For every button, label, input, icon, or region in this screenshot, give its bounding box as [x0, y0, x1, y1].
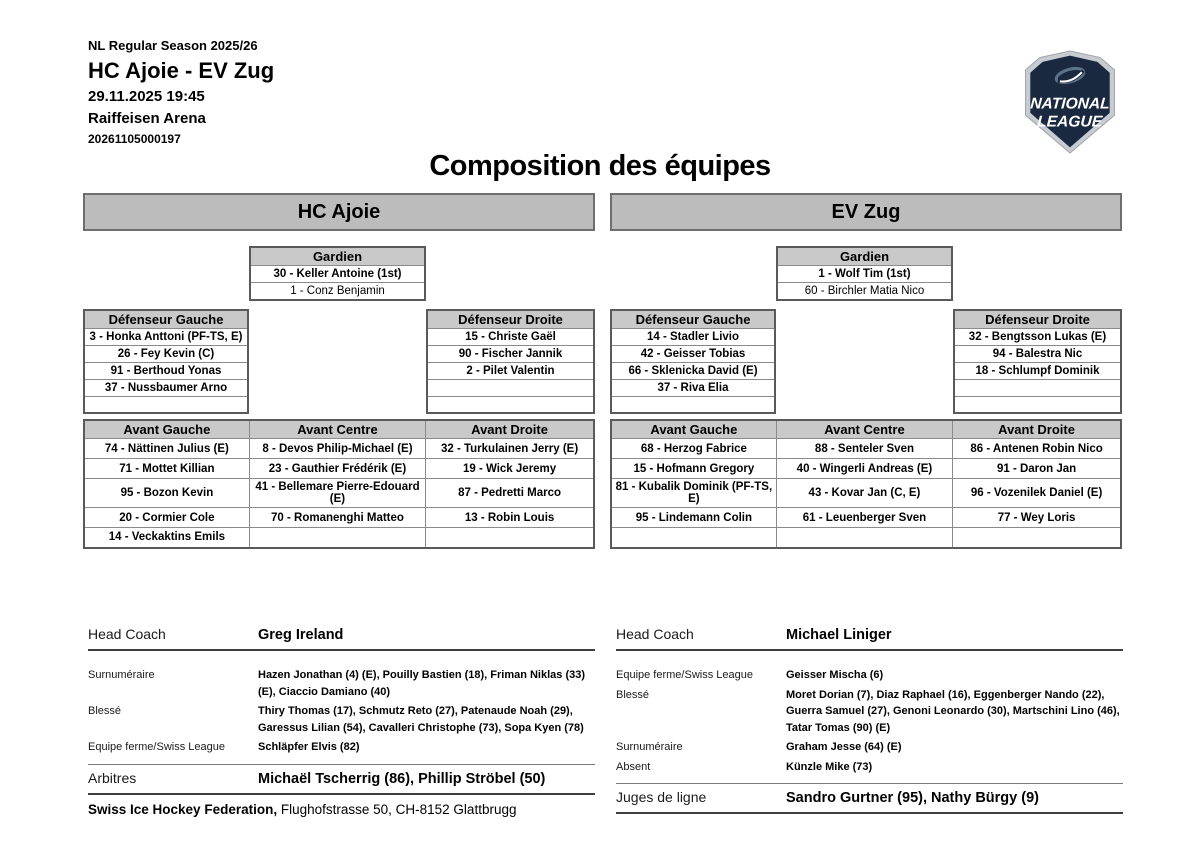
status-label: Blessé — [616, 688, 650, 701]
player-row — [611, 396, 775, 413]
column-header: Défenseur Droite — [954, 310, 1121, 329]
goalie-row — [610, 246, 1122, 301]
goalie-table — [249, 246, 426, 301]
status-players: Graham Jesse (64) (E) — [786, 741, 902, 753]
player-row — [427, 379, 594, 396]
player-row — [84, 345, 248, 362]
player-cell: 68 - Herzog Fabrice — [611, 439, 776, 459]
player-cell: 8 - Devos Philip-Michael (E) — [249, 439, 425, 459]
national-league-logo — [1022, 50, 1118, 154]
roster-status-block — [616, 667, 1123, 775]
roster-status-row — [88, 667, 595, 700]
officials-label: Juges de ligne — [616, 789, 707, 805]
officials-row — [88, 764, 595, 795]
player-cell: 41 - Bellemare Pierre-Edouard (E) — [249, 479, 425, 508]
officials-row — [616, 783, 1123, 814]
player-row — [611, 345, 775, 362]
teams-container — [83, 193, 1122, 549]
player-cell: 61 - Leuenberger Sven — [776, 508, 952, 528]
player-row — [84, 328, 248, 345]
column-header: Gardien — [777, 247, 952, 266]
status-label: Equipe ferme/Swiss League — [88, 741, 225, 753]
player-cell: 81 - Kubalik Dominik (PF-TS, E) — [611, 479, 776, 508]
column-header: Avant Droite — [426, 420, 594, 439]
column-header: Avant Gauche — [84, 420, 249, 439]
player-cell: 74 - Nättinen Julius (E) — [84, 439, 249, 459]
roster-status-row — [616, 759, 1123, 776]
roster-status-row — [88, 739, 595, 756]
forwards-table-header-row — [611, 420, 1121, 439]
spacer — [776, 309, 953, 415]
column-header: Gardien — [250, 247, 425, 266]
player-cell: 15 - Christe Gaël — [427, 328, 594, 345]
player-row — [611, 459, 1121, 479]
status-label: Surnuméraire — [88, 669, 155, 681]
game-id: 20261105000197 — [88, 132, 181, 146]
defense-left-table — [83, 309, 249, 415]
status-players: Thiry Thomas (17), Schmutz Reto (27), Patenaude Noah (29), Garessus Lilian (54), Cavalleri Christophe (73), Sopa Kyen (78) — [258, 705, 584, 734]
defense-right-table-header-row — [427, 310, 594, 329]
status-players: Hazen Jonathan (4) (E), Pouilly Bastien (18), Friman Niklas (33) (E), Ciaccio Damiano (40) — [258, 669, 586, 698]
team-info-col-0 — [88, 626, 595, 814]
spacer — [426, 246, 595, 301]
status-label: Absent — [616, 760, 651, 773]
defense-right-col — [426, 309, 595, 415]
player-cell: 15 - Hofmann Gregory — [611, 459, 776, 479]
player-row — [84, 396, 248, 413]
player-cell: 94 - Balestra Nic — [954, 345, 1121, 362]
player-row — [427, 396, 594, 413]
match-header — [88, 38, 274, 146]
goalie-row — [83, 246, 595, 301]
player-row — [777, 283, 952, 300]
player-cell: 32 - Bengtsson Lukas (E) — [954, 328, 1121, 345]
player-cell: 91 - Berthoud Yonas — [84, 362, 248, 379]
player-cell: 19 - Wick Jeremy — [426, 459, 594, 479]
head-coach-label: Head Coach — [88, 626, 166, 642]
player-cell: 30 - Keller Antoine (1st) — [250, 266, 425, 283]
status-players: Künzle Mike (73) — [786, 760, 873, 773]
player-cell — [954, 396, 1121, 413]
player-cell: 66 - Sklenicka David (E) — [611, 362, 775, 379]
player-cell: 1 - Wolf Tim (1st) — [777, 266, 952, 283]
player-row — [954, 396, 1121, 413]
federation-name: Swiss Ice Hockey Federation, — [88, 802, 278, 817]
status-label: Surnuméraire — [616, 741, 683, 753]
player-cell: 43 - Kovar Jan (C, E) — [776, 479, 952, 508]
player-cell: 88 - Senteler Sven — [776, 439, 952, 459]
player-cell — [249, 528, 425, 548]
column-header: Avant Centre — [249, 420, 425, 439]
status-players: Geisser Mischa (6) — [786, 669, 884, 681]
player-cell: 60 - Birchler Matia Nico — [777, 283, 952, 300]
player-cell — [611, 396, 775, 413]
page-title: Composition des équipes — [429, 150, 771, 182]
player-cell: 18 - Schlumpf Dominik — [954, 362, 1121, 379]
player-cell: 95 - Lindemann Colin — [611, 508, 776, 528]
column-header: Défenseur Gauche — [84, 310, 248, 329]
player-cell: 20 - Cormier Cole — [84, 508, 249, 528]
defense-right-table — [426, 309, 595, 415]
player-cell: 3 - Honka Anttoni (PF-TS, E) — [84, 328, 248, 345]
logo-text-national: NATIONAL — [1029, 95, 1111, 113]
team-name-bar: HC Ajoie — [83, 193, 595, 231]
player-cell: 23 - Gauthier Frédérik (E) — [249, 459, 425, 479]
roster-status-block — [88, 667, 595, 756]
player-cell — [954, 379, 1121, 396]
player-cell — [776, 528, 952, 548]
player-cell — [84, 396, 248, 413]
column-header: Avant Centre — [776, 420, 952, 439]
roster-status-row — [88, 703, 595, 736]
player-row — [84, 439, 594, 459]
player-cell: 87 - Pedretti Marco — [426, 479, 594, 508]
team-section-1 — [610, 193, 1122, 549]
forwards-table — [83, 419, 595, 549]
spacer — [953, 246, 1122, 301]
player-cell — [953, 528, 1121, 548]
player-row — [427, 345, 594, 362]
player-cell: 1 - Conz Benjamin — [250, 283, 425, 300]
player-row — [611, 328, 775, 345]
player-cell: 26 - Fey Kevin (C) — [84, 345, 248, 362]
player-cell: 42 - Geisser Tobias — [611, 345, 775, 362]
player-cell: 37 - Riva Elia — [611, 379, 775, 396]
player-row — [954, 328, 1121, 345]
defense-left-table-header-row — [84, 310, 248, 329]
head-coach-row — [616, 626, 1123, 651]
forwards-table-header-row — [84, 420, 594, 439]
player-cell — [427, 396, 594, 413]
team-info-col-1 — [616, 626, 1123, 814]
logo-text-league: LEAGUE — [1036, 113, 1103, 131]
player-cell: 32 - Turkulainen Jerry (E) — [426, 439, 594, 459]
defense-left-col — [83, 309, 249, 415]
shield-icon — [1022, 50, 1118, 154]
roster-status-row — [616, 667, 1123, 684]
goalie-col — [776, 246, 953, 301]
player-row — [777, 266, 952, 283]
status-players: Schläpfer Elvis (82) — [258, 741, 360, 753]
team-name-bar: EV Zug — [610, 193, 1122, 231]
head-coach-row — [88, 626, 595, 651]
player-row — [611, 439, 1121, 459]
column-header: Défenseur Gauche — [611, 310, 775, 329]
venue-name: Raiffeisen Arena — [88, 110, 206, 127]
match-datetime: 29.11.2025 19:45 — [88, 88, 205, 105]
player-row — [611, 362, 775, 379]
player-row — [954, 345, 1121, 362]
team-section-0 — [83, 193, 595, 549]
player-row — [954, 362, 1121, 379]
player-cell — [427, 379, 594, 396]
player-row — [84, 508, 594, 528]
column-header: Avant Gauche — [611, 420, 776, 439]
player-cell: 14 - Veckaktins Emils — [84, 528, 249, 548]
player-row — [954, 379, 1121, 396]
player-row — [611, 508, 1121, 528]
player-cell: 37 - Nussbaumer Arno — [84, 379, 248, 396]
player-cell: 14 - Stadler Livio — [611, 328, 775, 345]
player-cell: 71 - Mottet Killian — [84, 459, 249, 479]
defense-row — [83, 309, 595, 415]
status-label: Blessé — [88, 705, 122, 717]
federation-address: Flughofstrasse 50, CH-8152 Glattbrugg — [277, 802, 517, 817]
defense-left-table — [610, 309, 776, 415]
player-cell: 40 - Wingerli Andreas (E) — [776, 459, 952, 479]
goalie-table-header-row — [777, 247, 952, 266]
season-label: NL Regular Season 2025/26 — [88, 38, 258, 53]
player-cell — [426, 528, 594, 548]
spacer — [83, 246, 249, 301]
footer — [88, 802, 516, 817]
player-cell: 95 - Bozon Kevin — [84, 479, 249, 508]
goalie-table — [776, 246, 953, 301]
player-cell: 91 - Daron Jan — [953, 459, 1121, 479]
player-row — [84, 379, 248, 396]
status-label: Equipe ferme/Swiss League — [616, 669, 753, 681]
column-header: Avant Droite — [953, 420, 1121, 439]
head-coach-name: Michael Liniger — [786, 627, 892, 643]
player-row — [84, 362, 248, 379]
defense-right-col — [953, 309, 1122, 415]
player-cell: 90 - Fischer Jannik — [427, 345, 594, 362]
matchup-title: HC Ajoie - EV Zug — [88, 58, 275, 83]
spacer — [610, 246, 776, 301]
player-row — [611, 528, 1121, 548]
player-cell: 70 - Romanenghi Matteo — [249, 508, 425, 528]
player-cell: 2 - Pilet Valentin — [427, 362, 594, 379]
player-row — [611, 479, 1121, 508]
forwards-row — [83, 419, 595, 549]
bottom-info-container — [88, 626, 1122, 814]
player-row — [250, 283, 425, 300]
officials-names: Sandro Gurtner (95), Nathy Bürgy (9) — [786, 790, 1039, 806]
column-header: Défenseur Droite — [427, 310, 594, 329]
forwards-table — [610, 419, 1122, 549]
defense-right-table — [953, 309, 1122, 415]
roster-status-row — [616, 687, 1123, 737]
officials-names: Michaël Tscherrig (86), Phillip Ströbel (50) — [258, 770, 546, 787]
player-row — [250, 266, 425, 283]
player-cell: 96 - Vozenilek Daniel (E) — [953, 479, 1121, 508]
player-cell: 86 - Antenen Robin Nico — [953, 439, 1121, 459]
defense-right-table-header-row — [954, 310, 1121, 329]
defense-left-col — [610, 309, 776, 415]
player-row — [84, 528, 594, 548]
player-row — [84, 479, 594, 508]
roster-status-row — [616, 739, 1123, 756]
player-row — [427, 362, 594, 379]
officials-label: Arbitres — [88, 769, 137, 786]
forwards-row — [610, 419, 1122, 549]
player-cell: 13 - Robin Louis — [426, 508, 594, 528]
player-row — [84, 459, 594, 479]
status-players: Moret Dorian (7), Diaz Raphael (16), Eggenberger Nando (22), Guerra Samuel (27), Genoni Leonardo (30), Martschini Lino (46), Tatar Tomas (90) (E) — [786, 688, 1120, 734]
goalie-col — [249, 246, 426, 301]
goalie-table-header-row — [250, 247, 425, 266]
head-coach-label: Head Coach — [616, 626, 694, 642]
player-cell: 77 - Wey Loris — [953, 508, 1121, 528]
player-row — [611, 379, 775, 396]
player-row — [427, 328, 594, 345]
defense-left-table-header-row — [611, 310, 775, 329]
player-cell — [611, 528, 776, 548]
spacer — [249, 309, 426, 415]
defense-row — [610, 309, 1122, 415]
head-coach-name: Greg Ireland — [258, 627, 344, 643]
